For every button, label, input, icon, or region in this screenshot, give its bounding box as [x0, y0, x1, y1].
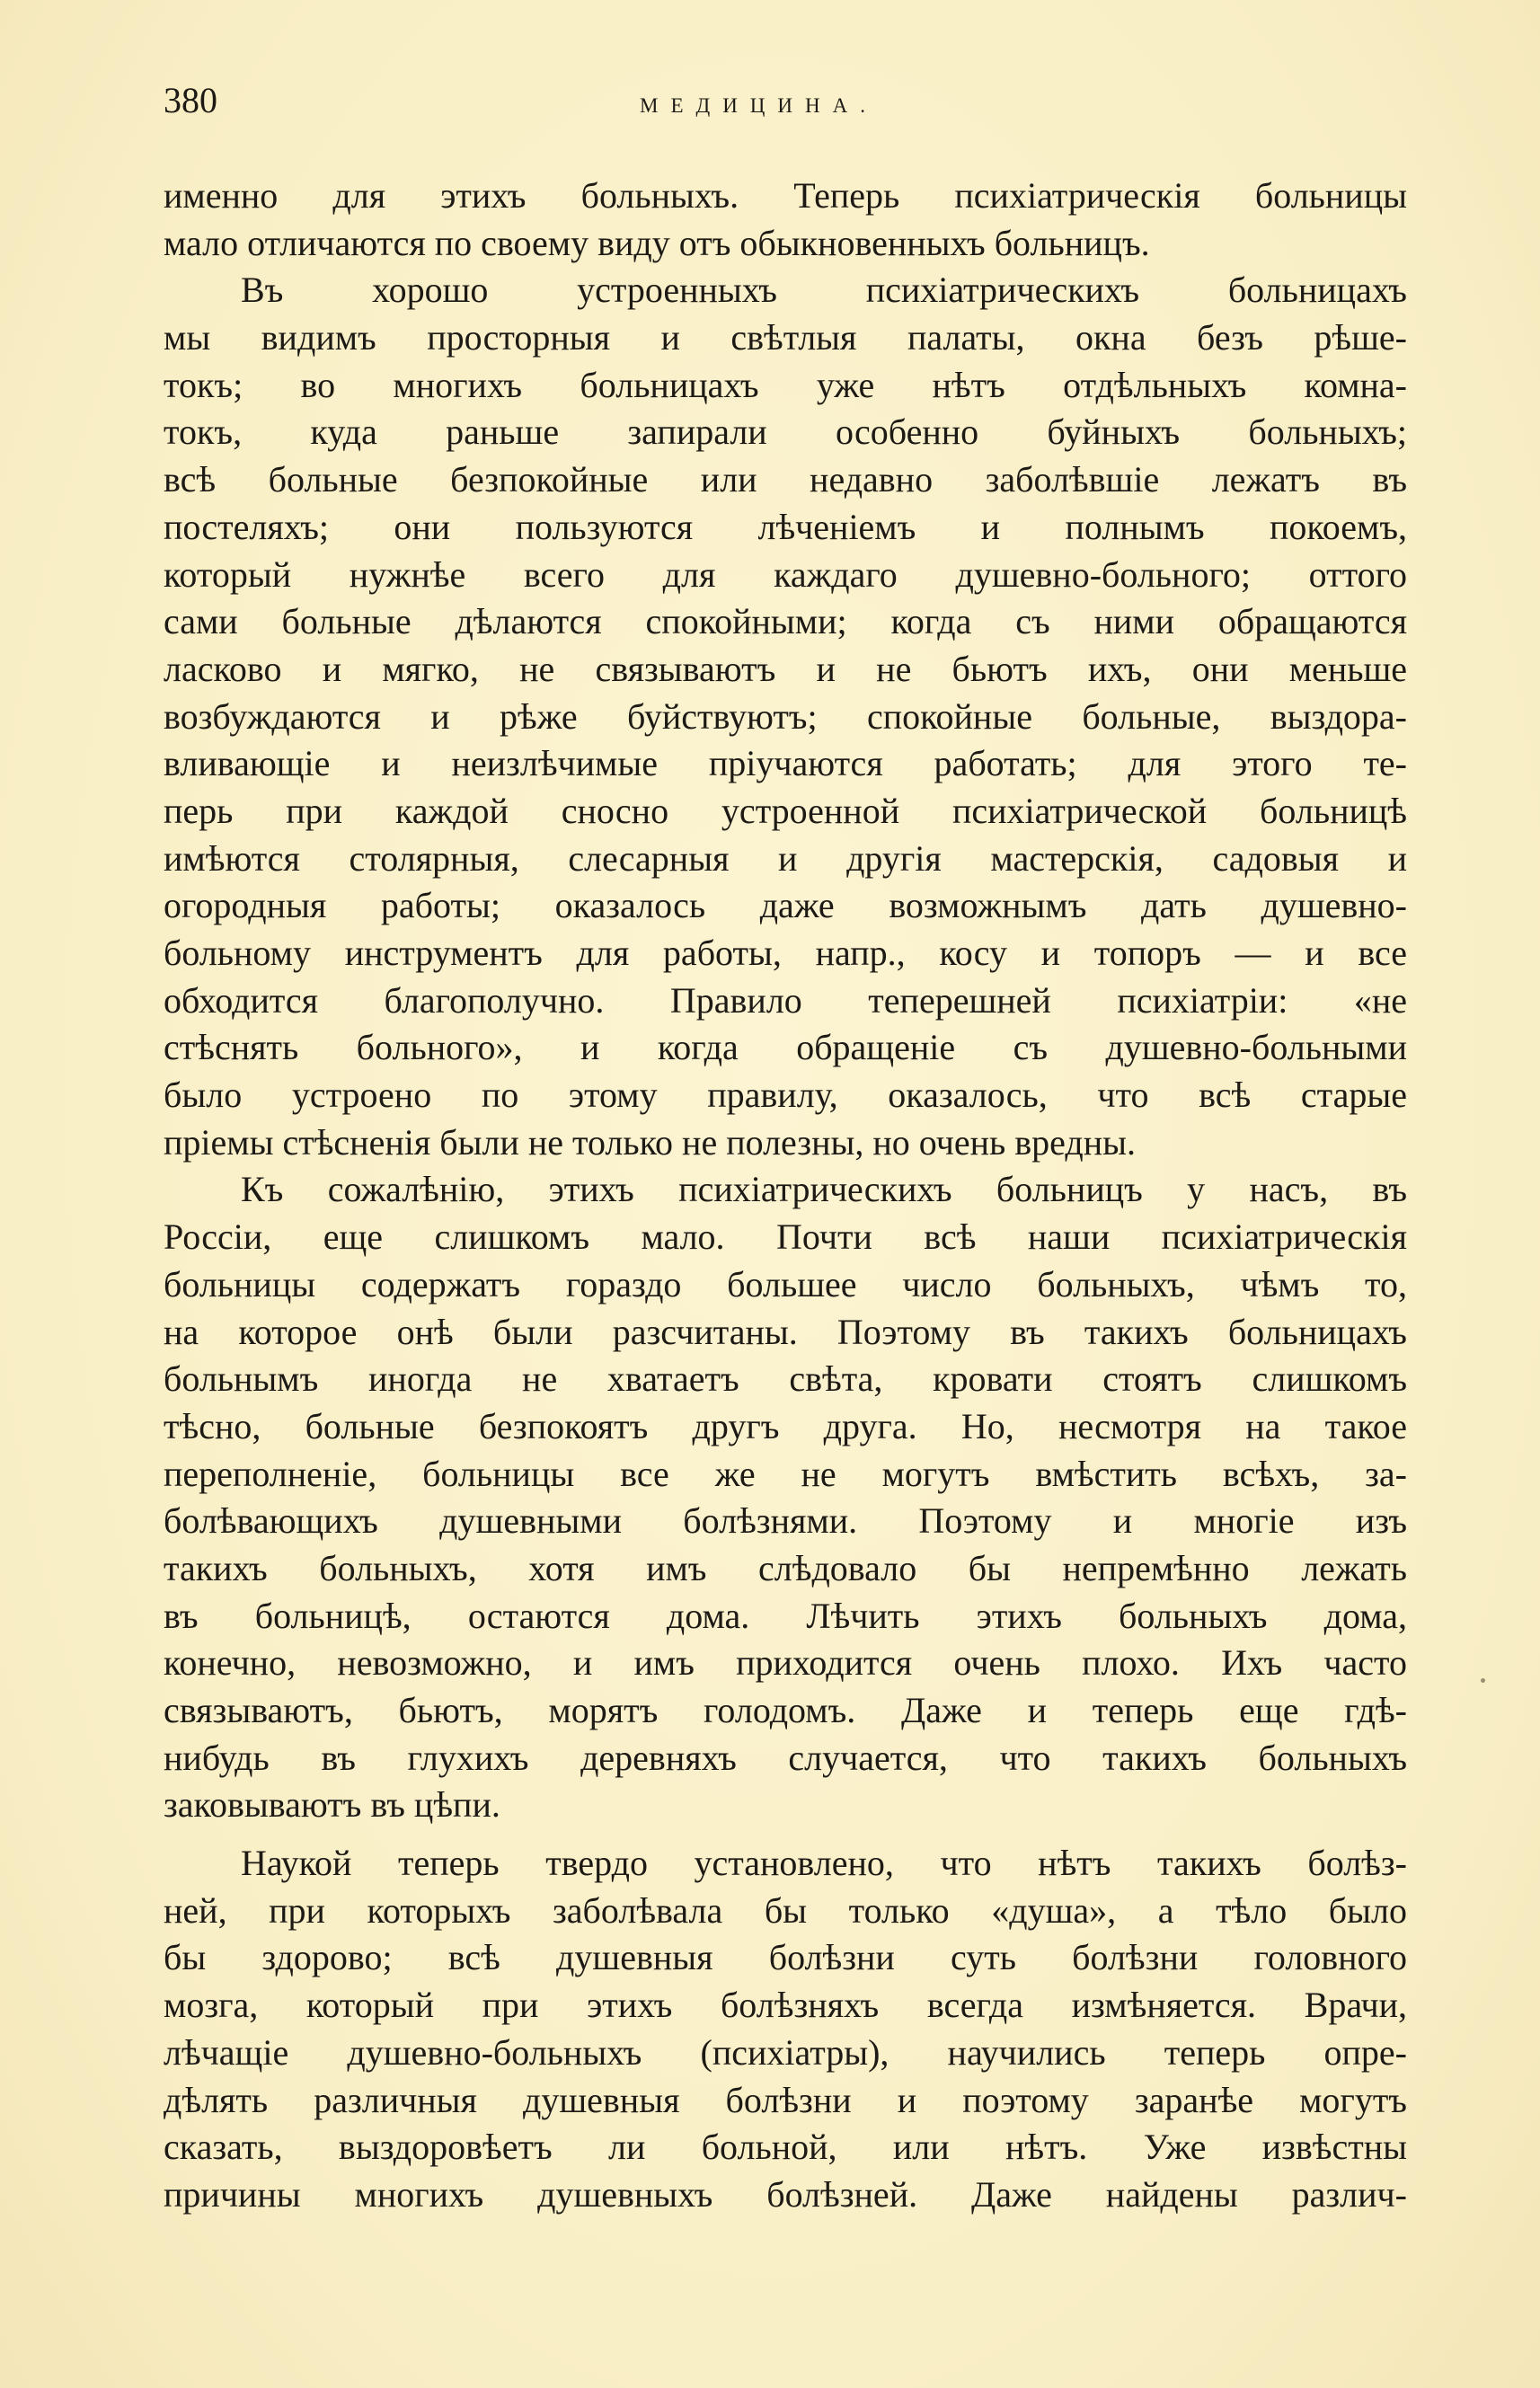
text-line: лѣчащіе душевно-больныхъ (психіатры), научились теперь опре- — [164, 2031, 1407, 2073]
text-line: конечно, невозможно, и имъ приходится очень плохо. Ихъ часто — [164, 1642, 1407, 1684]
text-line: имѣются столярныя, слесарныя и другія мастерскія, садовыя и — [164, 837, 1407, 879]
text-line: Въ хорошо устроенныхъ психіатрическихъ больницахъ — [241, 270, 1407, 311]
text-line: возбуждаются и рѣже буйствуютъ; спокойные больные, выздора- — [164, 695, 1407, 737]
running-title: МЕДИЦИНА. — [640, 94, 878, 117]
page-header — [164, 79, 1421, 133]
text-line: Наукой теперь твердо установлено, что нѣтъ такихъ болѣз- — [241, 1843, 1407, 1884]
text-line: заковываютъ въ цѣпи. — [164, 1784, 500, 1826]
text-line: огородныя работы; оказалось даже возможнымъ дать душевно- — [164, 885, 1407, 926]
text-line: дѣлять различныя душевныя болѣзни и поэтому заранѣе могутъ — [164, 2079, 1407, 2120]
page-number: 380 — [164, 80, 217, 120]
text-line: связываютъ, бьютъ, морятъ голодомъ. Даже и теперь еще гдѣ- — [164, 1690, 1407, 1730]
text-line: который нужнѣе всего для каждаго душевно-больного; оттого — [164, 553, 1407, 595]
text-line: больному инструментъ для работы, напр., косу и топоръ — и все — [164, 933, 1407, 973]
text-line: переполненіе, больницы все же не могутъ вмѣстить всѣхъ, за- — [164, 1453, 1407, 1494]
text-line: сами больные дѣлаются спокойными; когда съ ними обращаются — [164, 601, 1407, 642]
text-line: вливающіе и неизлѣчимые пріучаются работать; для этого те- — [164, 743, 1407, 784]
text-line: такихъ больныхъ, хотя имъ слѣдовало бы непремѣнно лежать — [164, 1547, 1407, 1588]
text-line: именно для этихъ больныхъ. Теперь психіатрическія больницы — [164, 175, 1407, 216]
text-line: токъ; во многихъ больницахъ уже нѣтъ отдѣльныхъ комна- — [164, 364, 1407, 405]
text-line: причины многихъ душевныхъ болѣзней. Даже найдены различ- — [164, 2173, 1407, 2215]
text-line: больнымъ иногда не хватаетъ свѣта, кровати стоятъ слишкомъ — [164, 1358, 1407, 1400]
text-line: мы видимъ просторныя и свѣтлыя палаты, окна безъ рѣше- — [164, 317, 1407, 358]
text-line: пріемы стѣсненія были не только не полезны, но очень вредны. — [164, 1121, 1136, 1163]
text-line: обходится благополучно. Правило теперешней психіатріи: «не — [164, 979, 1407, 1021]
text-line: постеляхъ; они пользуются лѣченіемъ и полнымъ покоемъ, — [164, 506, 1407, 547]
text-line: стѣснять больного», и когда обращеніе съ душевно-больными — [164, 1027, 1407, 1068]
text-line: ласково и мягко, не связываютъ и не бьютъ ихъ, они меньше — [164, 648, 1407, 689]
text-line: бы здорово; всѣ душевныя болѣзни суть болѣзни головного — [164, 1937, 1407, 1978]
text-line: Къ сожалѣнію, этихъ психіатрическихъ больницъ у насъ, въ — [241, 1169, 1407, 1210]
text-line: было устроено по этому правилу, оказалось, что всѣ старые — [164, 1075, 1407, 1116]
text-line: на которое онѣ были разсчитаны. Поэтому въ такихъ больницахъ — [164, 1311, 1407, 1352]
text-line: всѣ больные безпокойные или недавно заболѣвшіе лежатъ въ — [164, 459, 1407, 500]
text-line: мало отличаются по своему виду отъ обыкновенныхъ больницъ. — [164, 222, 1150, 263]
text-line: болѣвающихъ душевными болѣзнями. Поэтому и многіе изъ — [164, 1500, 1407, 1542]
text-line: сказать, выздоровѣетъ ли больной, или нѣтъ. Уже извѣстны — [164, 2127, 1407, 2168]
text-line: токъ, куда раньше запирали особенно буйныхъ больныхъ; — [164, 411, 1407, 453]
paper-speck — [1481, 1678, 1485, 1683]
text-line: больницы содержатъ гораздо большее число больныхъ, чѣмъ то, — [164, 1263, 1407, 1305]
text-line: нибудь въ глухихъ деревняхъ случается, что такихъ больныхъ — [164, 1737, 1407, 1778]
page-body — [164, 172, 1407, 2219]
text-line: Россіи, еще слишкомъ мало. Почти всѣ наши психіатрическія — [164, 1216, 1407, 1258]
paragraph-gap — [164, 1829, 1407, 1840]
text-line: тѣсно, больные безпокоятъ другъ друга. Но, несмотря на такое — [164, 1405, 1407, 1446]
text-line: ней, при которыхъ заболѣвала бы только «душа», а тѣло было — [164, 1889, 1407, 1931]
text-line: перь при каждой сносно устроенной психіатрической больницѣ — [164, 790, 1407, 831]
text-line: мозга, который при этихъ болѣзняхъ всегда измѣняется. Врачи, — [164, 1985, 1407, 2026]
text-line: въ больницѣ, остаются дома. Лѣчить этихъ больныхъ дома, — [164, 1595, 1407, 1636]
